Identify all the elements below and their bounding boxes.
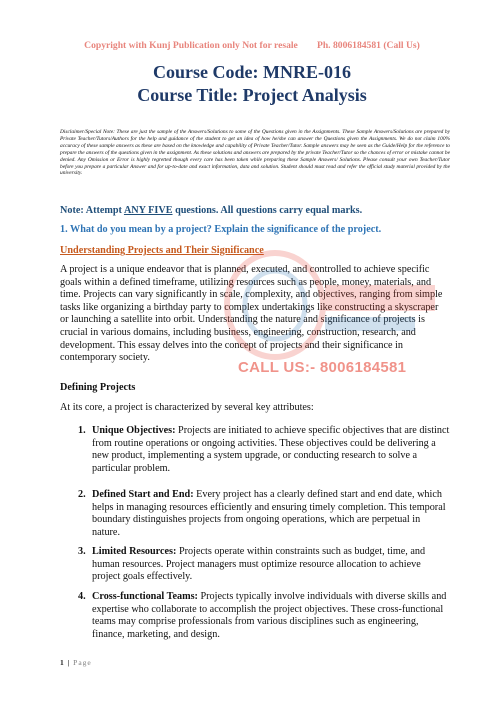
note-text-before: Note: Attempt — [60, 205, 124, 216]
page-number: 1 — [60, 658, 64, 667]
note-text-after: questions. All questions carry equal marks. — [172, 205, 363, 216]
copyright-banner: Copyright with Kunj Publication only Not for resale Ph. 8006184581 (Call Us) — [84, 40, 420, 51]
intro-paragraph: A project is a unique endeavor that is planned, executed, and controlled to achieve specific goals within a defined timeframe, utilizing resources such as people, money, materials, and time. Projects can vary significantly in scale, complexity, and objectives, ranging from simple tasks like organizing a birthday party to complex undertakings like constructing a skyscraper or launching a satellite into orbit. Understanding the nature and significance of projects is crucial in various domains, including business, engineering, construction, research, and development. This essay delves into the concept of projects and their significance in contemporary society. — [60, 264, 443, 364]
course-code: Course Code: MNRE-016 — [153, 62, 351, 82]
list-item-text: Projects typically involve individuals with diverse skills and expertise who collaborate to accomplish the project objectives. These cross-functional teams may comprise professionals from various disciplines such as engineering, finance, marketing, and design. — [92, 591, 447, 640]
list-item-term: Defined Start and End: — [92, 489, 194, 500]
watermark-call-text: CALL US:- 8006184581 — [238, 359, 407, 376]
course-title: Course Title: Project Analysis — [137, 85, 367, 105]
list-item-number: 2. — [78, 489, 86, 500]
list-item-term: Cross-functional Teams: — [92, 591, 198, 602]
instructions-note — [60, 205, 460, 216]
question-heading: 1. What do you mean by a project? Explain the significance of the project. — [60, 224, 382, 235]
footer-separator: | — [67, 658, 70, 667]
section-heading: Understanding Projects and Their Significance — [60, 245, 264, 256]
lead-sentence: At its core, a project is characterized by several key attributes: — [60, 402, 314, 413]
list-item-term: Unique Objectives: — [92, 425, 176, 436]
page-label: Page — [73, 658, 92, 667]
list-item-text: Every project has a clearly defined start and end date, which helps in managing resources efficiently and ensuring timely completion. This temporal boundary distinguishes projects from ongoing operations, which are perpetual in nature. — [92, 489, 446, 538]
note-underlined: ANY FIVE — [123, 205, 173, 216]
list-item-number: 3. — [78, 546, 86, 557]
list-item-term: Limited Resources: — [92, 546, 177, 557]
list-item-text: Projects operate within constraints such as budget, time, and human resources. Project managers must optimize resource allocation to achieve project goals effectively. — [92, 546, 426, 583]
list-item-number: 4. — [78, 591, 86, 602]
list-item-number: 1. — [78, 425, 86, 436]
list-item-text: Projects are initiated to achieve specific objectives that are distinct from routine operations or ongoing activities. These objectives could be delivering a new product, implementing a system upgrade, or conducting research to solve a particular problem. — [92, 425, 450, 474]
page-footer — [60, 658, 92, 667]
disclaimer-note: Disclaimer/Special Note: These are just the sample of the Answers/Solutions to some of the Questions given in the Assignments. These Sample Answers/Solutions are prepared by Private Teacher/Tutors/Authors for the help and guidance of the student to get an idea of how he/she can answer the Questions given the Assignments. We do not claim 100% accuracy of these sample answers as these are based on the knowledge and capability of Private Teacher/Tutor. Sample answers may be seen as the Guide/Help for the reference to prepare the answers of the questions given in the assignment. As these solutions and answers are prepared by the private Teacher/Tutor so the chances of error or mistake cannot be denied. Any Omission or Error is highly regretted though every care has been taken while preparing these Sample Answers/ Solutions. Please consult your own Teacher/Tutor before you prepare a particular Answer and for up-to-date and exact information, data and solution. Student should must read and refer the official study material provided by the university. — [60, 129, 450, 177]
subheading-defining-projects: Defining Projects — [60, 382, 136, 393]
